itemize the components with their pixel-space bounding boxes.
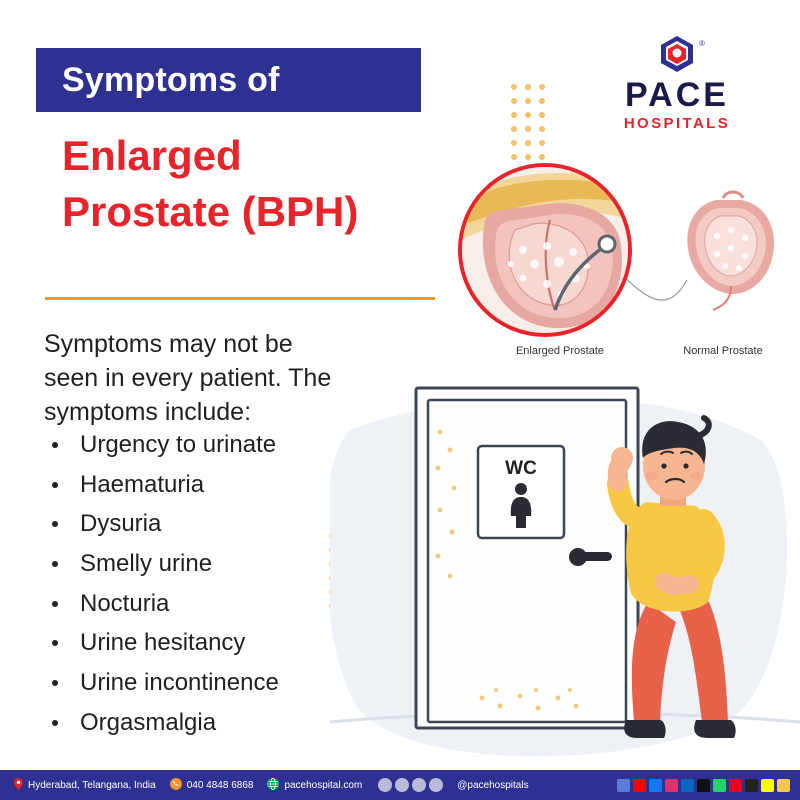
svg-text:®: ®	[699, 39, 705, 48]
list-item: Smelly urine	[46, 551, 406, 576]
svg-text:WC: WC	[505, 458, 537, 479]
footer-website-text: pacehospital.com	[284, 779, 363, 791]
caption-enlarged-prostate: Enlarged Prostate	[515, 345, 605, 357]
snapchat-icon[interactable]	[761, 779, 774, 792]
footer-website[interactable]	[267, 778, 362, 793]
phone-icon	[170, 778, 182, 793]
x-twitter-icon[interactable]	[697, 779, 710, 792]
threads-icon[interactable]	[745, 779, 758, 792]
subtitle-line-1: Enlarged	[62, 132, 242, 179]
list-item: Urine hesitancy	[46, 630, 406, 655]
divider	[45, 297, 435, 300]
youtube-icon[interactable]	[633, 779, 646, 792]
restroom-scene-illustration	[330, 370, 800, 770]
hexagon-logo-icon	[582, 34, 772, 76]
page-title: Symptoms of	[62, 60, 280, 99]
accreditation-badges	[378, 778, 443, 792]
badge-icon	[395, 778, 409, 792]
page-subtitle	[62, 128, 482, 240]
badge-icon	[412, 778, 426, 792]
practo-icon[interactable]	[617, 779, 630, 792]
brand-logo	[582, 34, 772, 132]
lead-line-3: symptoms include:	[44, 397, 252, 426]
footer-phone-text: 040 4848 6868	[186, 779, 254, 791]
facebook-icon[interactable]	[649, 779, 662, 792]
footer-location	[14, 778, 156, 793]
footer-phone[interactable]	[170, 778, 254, 793]
brand-name: PACE	[625, 76, 729, 114]
footer-bar	[0, 770, 800, 800]
lead-line-2: seen in every patient. The	[44, 363, 332, 392]
list-item: Urine incontinence	[46, 670, 406, 695]
linkedin-icon[interactable]	[681, 779, 694, 792]
social-icon-row	[617, 779, 790, 792]
location-pin-icon	[14, 778, 23, 793]
brand-subname: HOSPITALS	[623, 115, 731, 132]
list-item: Urgency to urinate	[46, 432, 406, 457]
pinterest-icon[interactable]	[729, 779, 742, 792]
caption-normal-prostate: Normal Prostate	[683, 345, 763, 357]
instagram-icon[interactable]	[665, 779, 678, 792]
globe-icon	[267, 778, 279, 793]
badge-icon	[378, 778, 392, 792]
koo-icon[interactable]	[777, 779, 790, 792]
list-item: Dysuria	[46, 511, 406, 536]
dot-pattern-top	[511, 84, 548, 163]
list-item: Nocturia	[46, 591, 406, 616]
title-band	[36, 48, 421, 112]
footer-location-text: Hyderabad, Telangana, India	[28, 779, 156, 791]
lead-line-1: Symptoms may not be	[44, 330, 293, 358]
badge-icon	[429, 778, 443, 792]
list-item: Orgasmalgia	[46, 710, 406, 735]
footer-social-handle: @pacehospitals	[457, 779, 529, 791]
list-item: Haematuria	[46, 472, 406, 497]
subtitle-line-2: Prostate (BPH)	[62, 187, 359, 235]
whatsapp-icon[interactable]	[713, 779, 726, 792]
prostate-illustration	[455, 160, 785, 370]
